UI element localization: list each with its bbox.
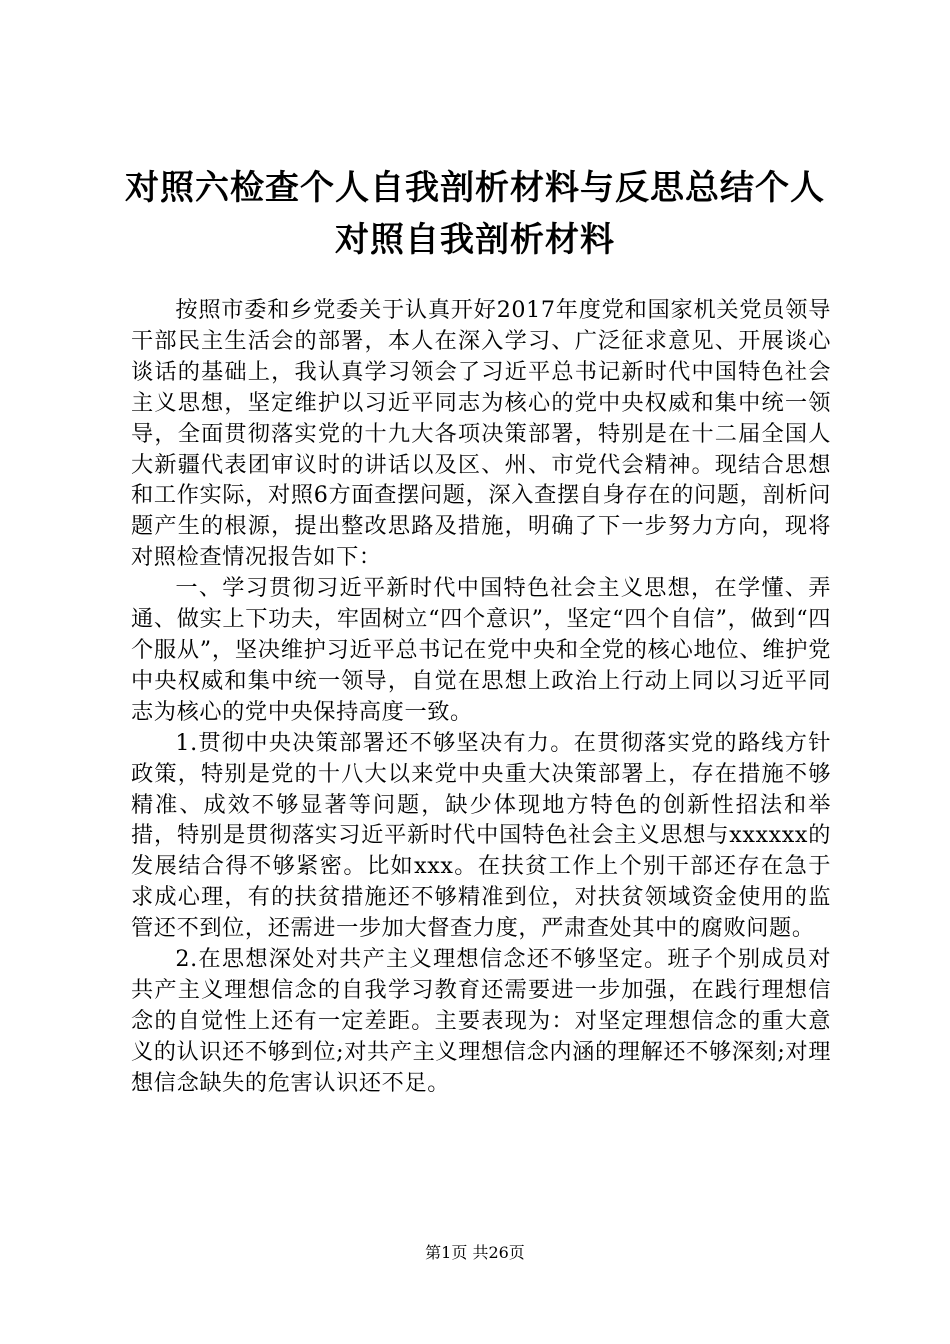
- paragraph-item-1: 1.贯彻中央决策部署还不够坚决有力。在贯彻落实党的路线方针政策，特别是党的十八大以来党中央重大决策部署上，存在措施不够精准、成效不够显著等问题，缺少体现地方特色的创新性招法和举措，特别是贯彻落实习近平新时代中国特色社会主义思想与xxxxxx的发展结合得不够紧密。比如xxx。在扶贫工作上个别干部还存在急于求成心理，有的扶贫措施还不够精准到位，对扶贫领域资金使用的监管还不到位，还需进一步加大督查力度，严肃查处其中的腐败问题。: [131, 729, 831, 942]
- paragraph-intro: 按照市委和乡党委关于认真开好2017年度党和国家机关党员领导干部民主生活会的部署，本人在深入学习、广泛征求意见、开展谈心谈话的基础上，我认真学习领会了习近平总书记新时代中国特色社会主义思想，坚定维护以习近平同志为核心的党中央权威和集中统一领导，全面贯彻落实党的十九大各项决策部署，特别是在十二届全国人大新疆代表团审议时的讲话以及区、州、市党代会精神。现结合思想和工作实际，对照6方面查摆问题，深入查摆自身存在的问题，剖析问题产生的根源，提出整改思路及措施，明确了下一步努力方向，现将对照检查情况报告如下：: [131, 297, 831, 571]
- document-title-line-1: 对照六检查个人自我剖析材料与反思总结个人: [125, 168, 825, 208]
- page-footer: 第1页 共26页: [425, 1243, 525, 1262]
- document-title-line-2: 对照自我剖析材料: [335, 220, 615, 260]
- paragraph-item-2: 2.在思想深处对共产主义理想信念还不够坚定。班子个别成员对共产主义理想信念的自我学习教育还需要进一步加强，在践行理想信念的自觉性上还有一定差距。主要表现为：对坚定理想信念的重大意义的认识还不够到位;对共产主义理想信念内涵的理解还不够深刻;对理想信念缺失的危害认识还不足。: [131, 946, 831, 1096]
- paragraph-section-1: 一、学习贯彻习近平新时代中国特色社会主义思想，在学懂、弄通、做实上下功夫，牢固树立“四个意识”，坚定“四个自信”，做到“四个服从”，坚决维护习近平总书记在党中央和全党的核心地位、维护党中央权威和集中统一领导，自觉在思想上政治上行动上同以习近平同志为核心的党中央保持高度一致。: [131, 575, 831, 725]
- document-body: [131, 295, 831, 1099]
